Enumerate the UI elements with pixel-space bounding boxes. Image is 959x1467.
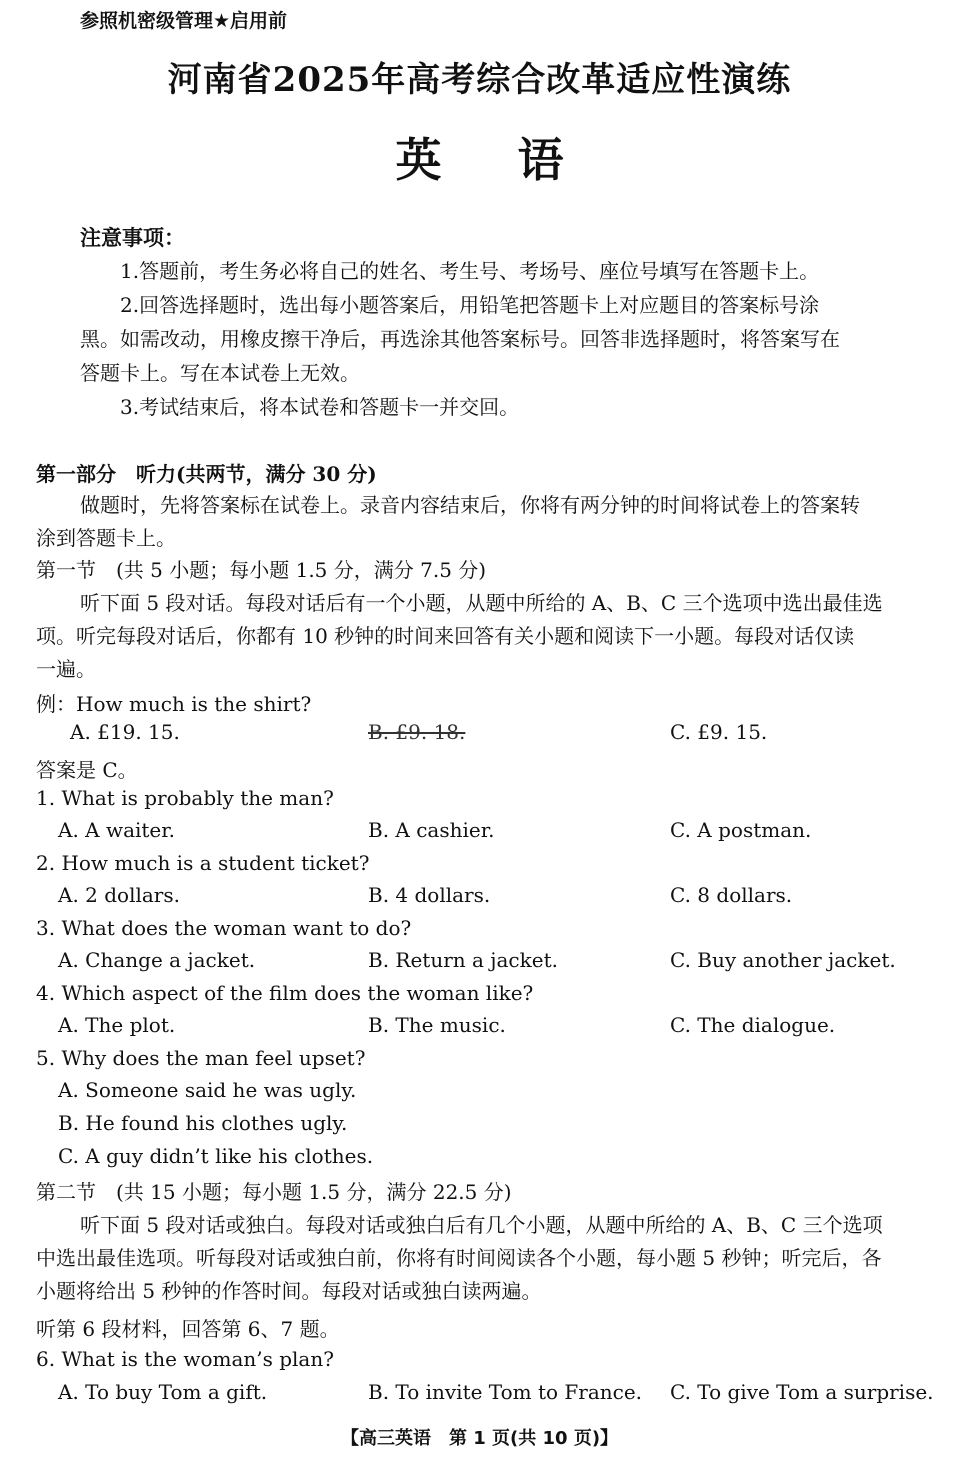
question-3: 3. What does the woman want to do? [36,916,412,940]
section2-heading: 第二节 (共 15 小题；每小题 1.5 分，满分 22.5 分) [36,1180,512,1204]
part1-intro [36,489,929,555]
option-b: B. Return a jacket. [368,948,558,972]
example-option-c: C. £9. 15. [670,720,768,744]
option-a: A. Change a jacket. [58,948,256,972]
notice-item: 3.考试结束后，将本试卷和答题卡一并交回。 [120,395,520,419]
question-1: 1. What is probably the man? [36,786,334,810]
notice-item: 答题卡上。写在本试卷上无效。 [80,361,360,385]
intro-line: 听下面 5 段对话或独白。每段对话或独白后有几个小题，从题中所给的 A、B、C 三个选项 [80,1213,883,1237]
option-a: A. To buy Tom a gift. [58,1380,268,1404]
notice-heading: 注意事项： [80,226,185,250]
example-answer: 答案是 C。 [36,758,138,782]
notice-item: 1.答题前，考生务必将自己的姓名、考生号、考场号、座位号填写在答题卡上。 [120,259,820,283]
intro-line: 听下面 5 段对话。每段对话后有一个小题，从题中所给的 A、B、C 三个选项中选出最佳选 [80,591,883,615]
part1-heading: 第一部分 听力(共两节，满分 30 分) [36,462,377,486]
intro-line: 做题时，先将答案标在试卷上。录音内容结束后，你将有两分钟的时间将试卷上的答案转 [80,493,860,517]
intro-line: 项。听完每段对话后，你都有 10 秒钟的时间来回答有关小题和阅读下一小题。每段对话仅读 [36,624,855,648]
intro-line: 涂到答题卡上。 [36,526,176,550]
example-option-b: B. £9. 18. [368,720,466,744]
question-2: 2. How much is a student ticket? [36,851,370,875]
question-5: 5. Why does the man feel upset? [36,1046,366,1070]
option-a: A. The plot. [58,1013,176,1037]
page-footer: 【高三英语 第 1 页(共 10 页)】 [340,1428,619,1449]
example-question: 例：How much is the shirt? [36,692,312,716]
intro-line: 一遍。 [36,657,96,681]
option-c: C. 8 dollars. [670,883,793,907]
option-b: B. A cashier. [368,818,495,842]
section2-intro [36,1209,929,1308]
option-a: A. Someone said he was ugly. [58,1078,357,1102]
subject-title: 英 语 [395,133,564,187]
option-a: A. 2 dollars. [58,883,180,907]
question-6: 6. What is the woman’s plan? [36,1347,334,1371]
option-c: C. A postman. [670,818,812,842]
question-4: 4. Which aspect of the film does the woman like? [36,981,534,1005]
option-a: A. A waiter. [58,818,175,842]
notice-list [80,254,880,424]
intro-line: 小题将给出 5 秒钟的作答时间。每段对话或独白读两遍。 [36,1279,542,1303]
section1-intro [36,587,929,686]
option-c: C. To give Tom a surprise. [670,1380,934,1404]
notice-item: 2.回答选择题时，选出每小题答案后，用铅笔把答题卡上对应题目的答案标号涂 [120,293,820,317]
option-b: B. He found his clothes ugly. [58,1111,348,1135]
exam-title: 河南省2025年高考综合改革适应性演练 [167,60,792,100]
confidential-label: 参照机密级管理★启用前 [80,10,288,32]
option-c: C. A guy didn’t like his clothes. [58,1144,374,1168]
example-option-a: A. £19. 15. [70,720,180,744]
material-instruction: 听第 6 段材料，回答第 6、7 题。 [36,1317,340,1341]
section1-heading: 第一节 (共 5 小题；每小题 1.5 分，满分 7.5 分) [36,558,487,582]
option-b: B. The music. [368,1013,506,1037]
option-c: C. Buy another jacket. [670,948,896,972]
option-b: B. To invite Tom to France. [368,1380,643,1404]
notice-item: 黑。如需改动，用橡皮擦干净后，再选涂其他答案标号。回答非选择题时，将答案写在 [80,327,840,351]
intro-line: 中选出最佳选项。听每段对话或独白前，你将有时间阅读各个小题，每小题 5 秒钟；听完后，各 [36,1246,882,1270]
option-c: C. The dialogue. [670,1013,836,1037]
option-b: B. 4 dollars. [368,883,491,907]
